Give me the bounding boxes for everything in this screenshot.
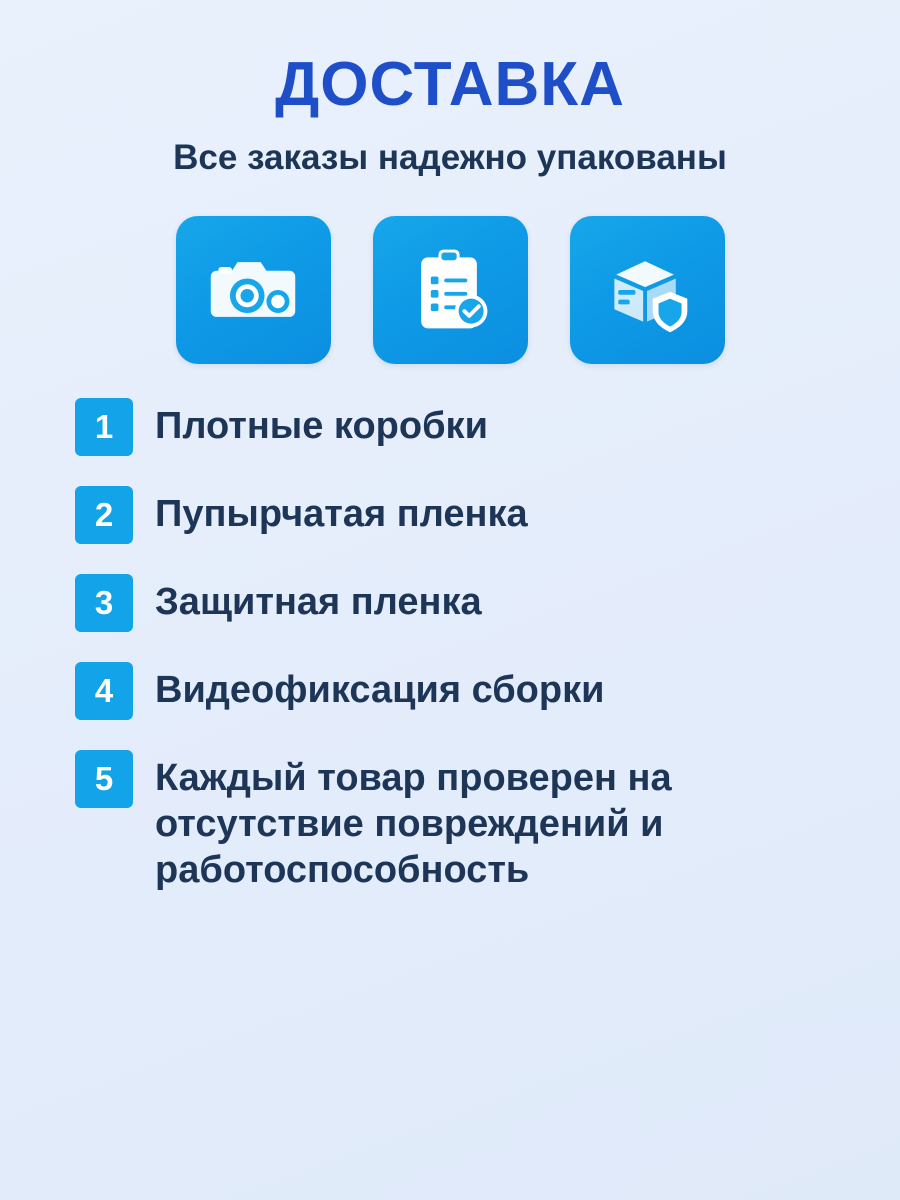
list-item [75,398,835,456]
step-number-badge: 1 [75,398,133,456]
list-item [75,750,835,894]
checklist-icon-tile [373,216,528,364]
step-label: Каждый товар проверен на отсутствие повреждений и работоспособность [155,756,672,892]
step-number-badge: 5 [75,750,133,808]
step-number-badge: 4 [75,662,133,720]
protected-box-icon [599,242,695,338]
step-label: Видеофиксация сборки [155,668,605,711]
page-subtitle: Все заказы надежно упакованы [173,138,727,178]
packaging-steps-list [65,398,835,894]
step-label: Защитная пленка [155,580,482,623]
list-item [75,662,835,720]
step-label: Пупырчатая пленка [155,492,528,535]
page-title: ДОСТАВКА [275,50,625,119]
list-item [75,486,835,544]
step-label: Плотные коробки [155,404,488,447]
camera-icon [205,242,301,338]
camera-icon-tile [176,216,331,364]
icon-row [176,216,725,364]
checklist-icon [402,242,498,338]
list-item [75,574,835,632]
step-number-badge: 2 [75,486,133,544]
step-number-badge: 3 [75,574,133,632]
protected-box-icon-tile [570,216,725,364]
